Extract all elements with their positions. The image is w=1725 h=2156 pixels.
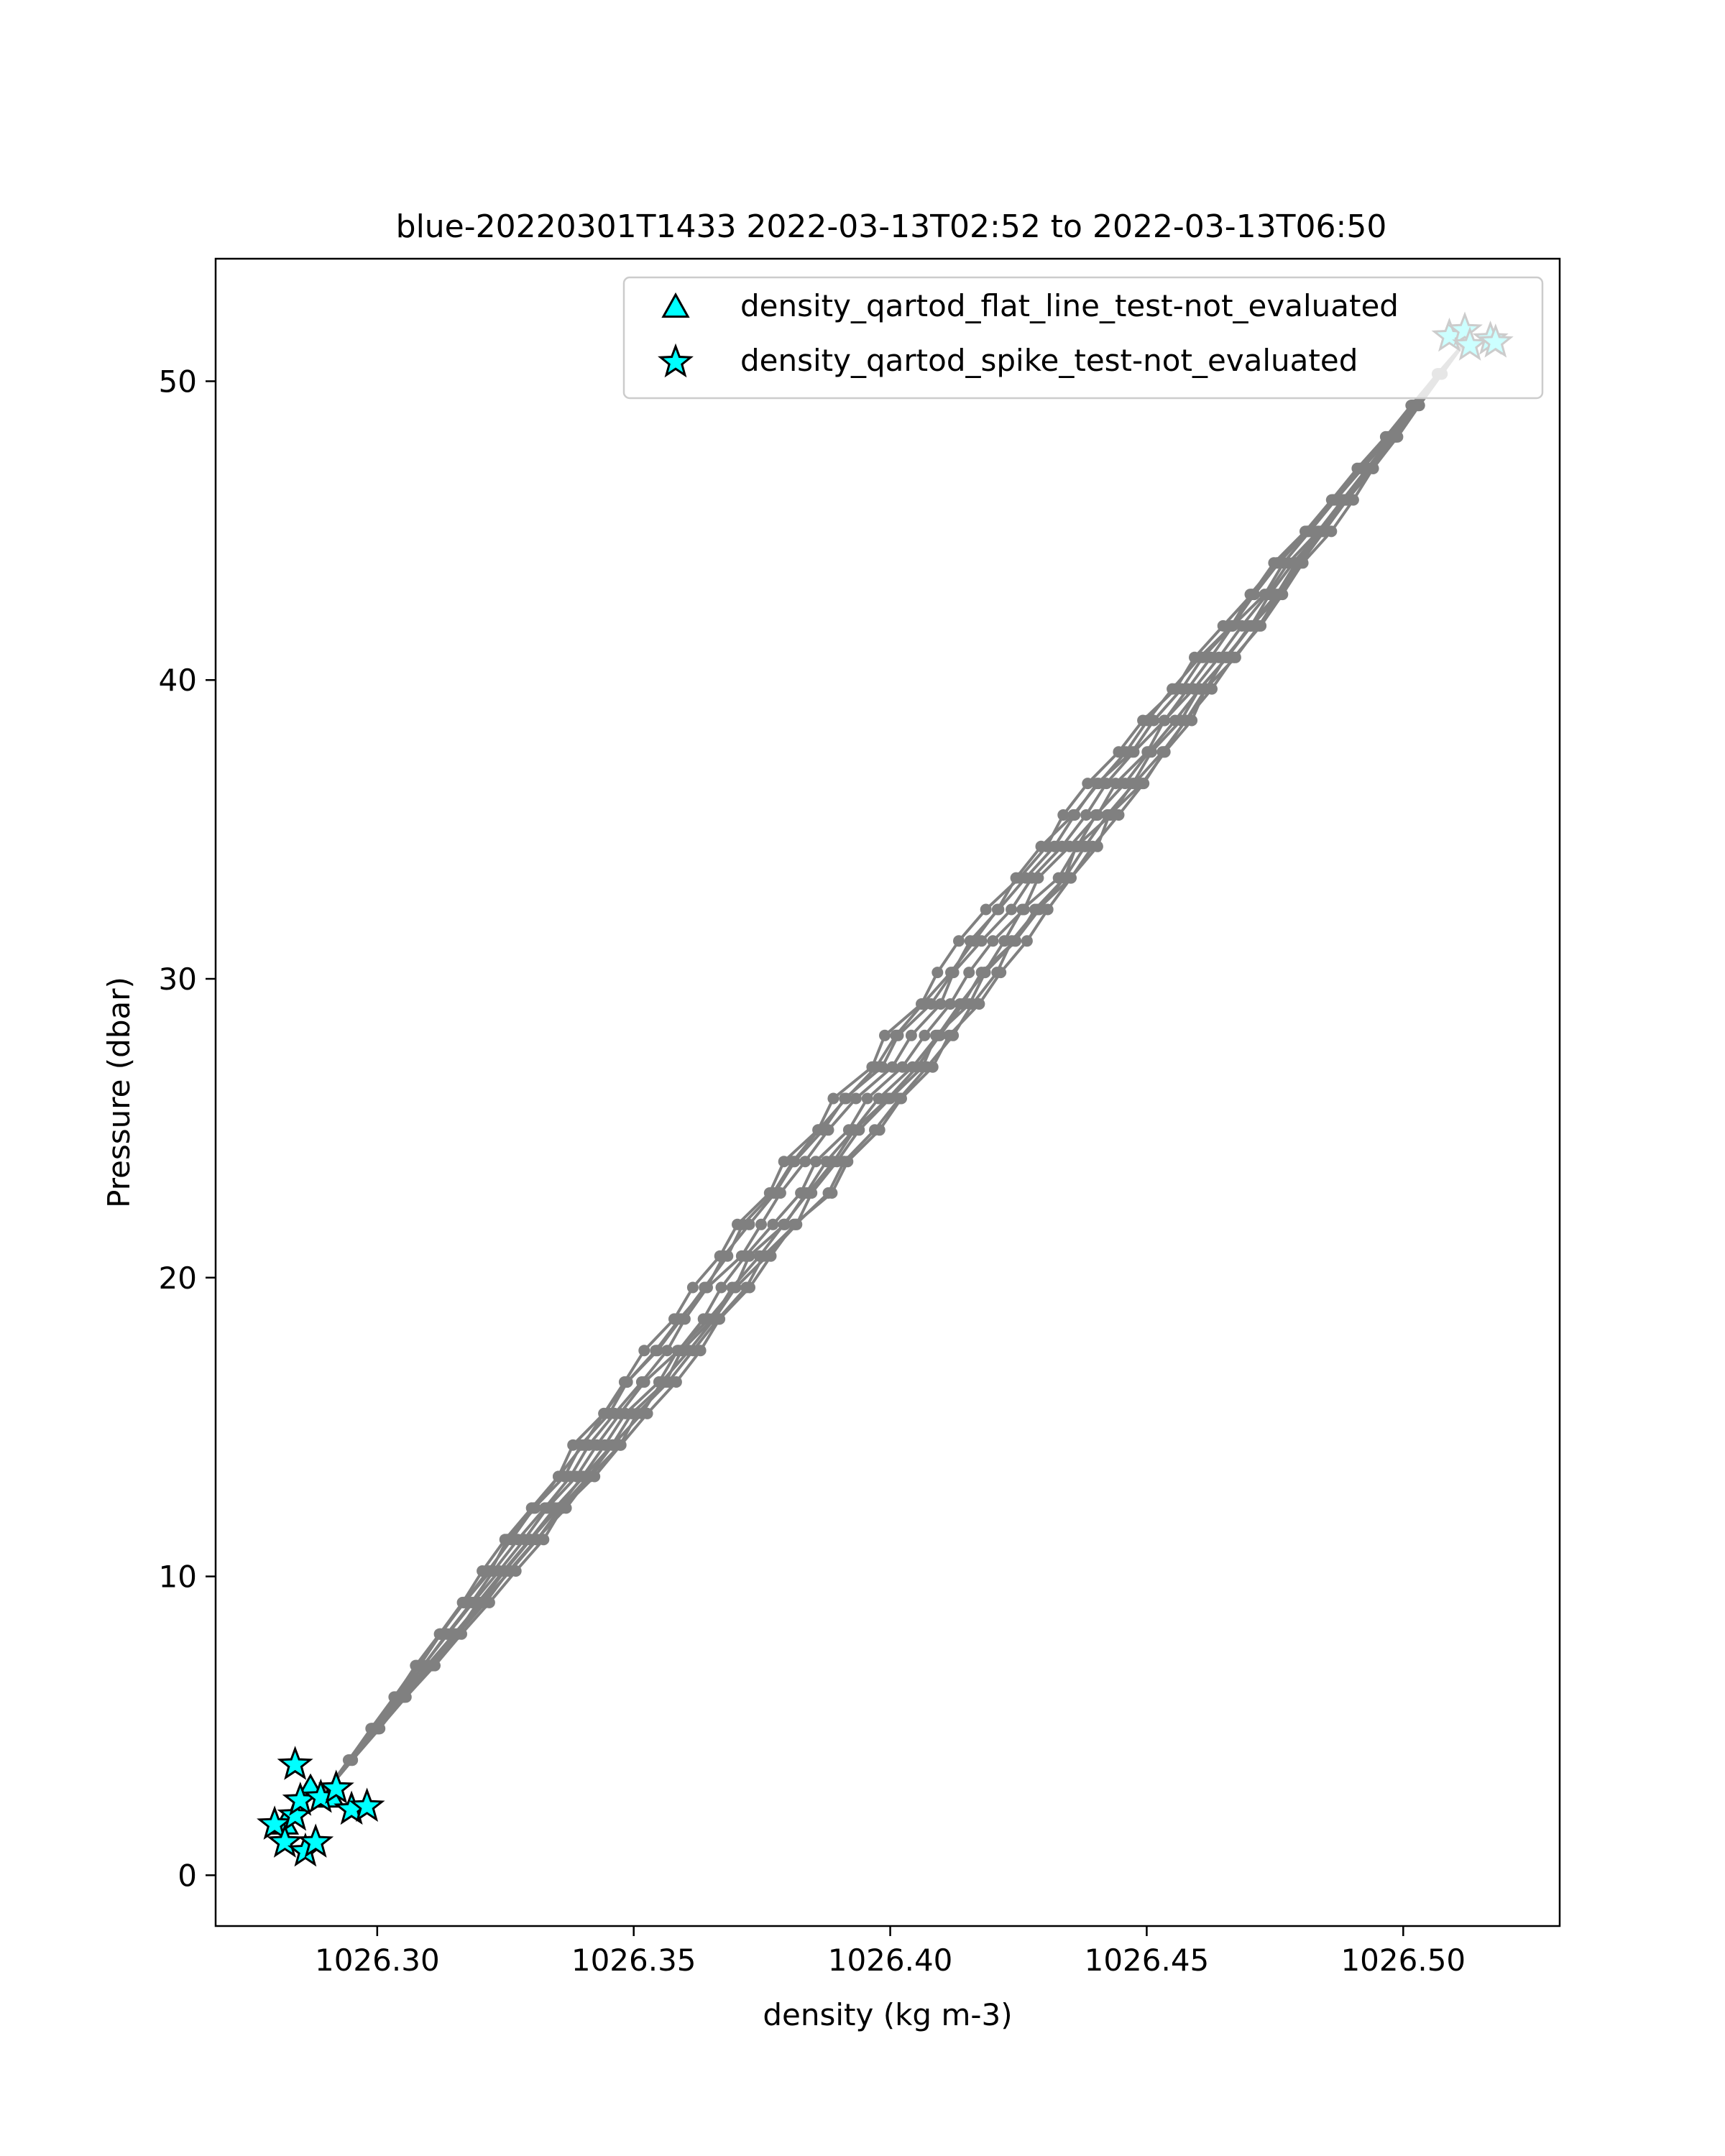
y-tick-label: 10: [158, 1559, 197, 1595]
profile-point: [452, 1628, 464, 1640]
profile-point: [676, 1313, 687, 1325]
profile-point: [1103, 809, 1115, 821]
profile-point: [639, 1376, 650, 1388]
profile-point: [828, 1156, 840, 1167]
profile-point: [1295, 557, 1307, 568]
profile-point: [932, 967, 943, 978]
profile-point: [1271, 557, 1283, 568]
profile-point: [1159, 746, 1171, 757]
profile-point: [1092, 841, 1103, 852]
profile-point: [1341, 494, 1353, 506]
profile-point: [530, 1502, 541, 1514]
profile-point: [1006, 904, 1017, 916]
profile-point: [716, 1282, 727, 1294]
profile-point: [839, 1156, 850, 1167]
profile-point: [767, 1219, 778, 1230]
profile-point: [1036, 841, 1047, 852]
profile-point: [823, 1187, 834, 1199]
x-tick-label: 1026.35: [571, 1943, 696, 1978]
profile-point: [906, 1030, 917, 1041]
profile-point: [727, 1282, 738, 1294]
profile-point: [485, 1565, 497, 1577]
y-tick-label: 30: [158, 962, 197, 998]
profile-point: [987, 935, 998, 946]
profile-point: [953, 935, 965, 946]
profile-point: [1328, 494, 1339, 506]
profile-point: [813, 1124, 824, 1135]
profile-point: [976, 967, 988, 978]
profile-point: [642, 1408, 653, 1419]
profile-point: [1200, 683, 1211, 695]
profile-point: [1021, 935, 1033, 946]
profile-point: [663, 1376, 674, 1388]
profile-point: [398, 1691, 410, 1703]
profile-point: [1186, 715, 1197, 727]
profile-point: [967, 998, 978, 1010]
profile-point: [434, 1628, 446, 1640]
profile-point: [1302, 525, 1313, 537]
profile-point: [459, 1597, 470, 1608]
y-tick-label: 20: [158, 1260, 197, 1296]
profile-point: [1390, 431, 1402, 443]
profile-point: [810, 1156, 822, 1167]
profile-point: [1011, 872, 1022, 884]
x-tick-label: 1026.40: [827, 1943, 953, 1978]
profile-point: [743, 1250, 755, 1262]
profile-point: [840, 1093, 852, 1105]
profile-point: [577, 1439, 589, 1451]
profile-point: [1225, 620, 1237, 632]
profile-point: [879, 1030, 891, 1041]
profile-point: [1368, 463, 1379, 474]
profile-point: [1159, 715, 1170, 727]
profile-point: [802, 1187, 814, 1199]
x-axis-label: density (kg m-3): [763, 1997, 1013, 2032]
profile-point: [911, 1061, 923, 1073]
profile-point: [1194, 652, 1205, 663]
profile-point: [346, 1754, 358, 1766]
profile-point: [1067, 809, 1079, 821]
profile-point: [598, 1408, 610, 1419]
profile-point: [530, 1534, 542, 1545]
profile-point: [1032, 872, 1044, 884]
legend: [624, 277, 1542, 398]
profile-point: [799, 1156, 811, 1167]
x-tick-label: 1026.45: [1084, 1943, 1210, 1978]
profile-point: [862, 1093, 873, 1105]
profile-point: [638, 1345, 650, 1356]
profile-point: [652, 1345, 663, 1356]
profile-point: [755, 1219, 767, 1230]
profile-point: [479, 1597, 491, 1608]
profile-point: [615, 1439, 626, 1451]
profile-point: [1167, 683, 1178, 695]
profile-point: [1070, 841, 1082, 852]
profile-point: [1142, 715, 1154, 727]
profile-point: [549, 1502, 561, 1514]
y-axis-label: Pressure (dbar): [101, 977, 137, 1208]
profile-point: [1032, 904, 1044, 916]
profile-point: [963, 967, 975, 978]
profile-point: [699, 1282, 710, 1294]
y-tick-label: 40: [158, 663, 197, 699]
profile-point: [722, 1250, 733, 1262]
profile-point: [561, 1502, 572, 1514]
profile-point: [584, 1471, 596, 1483]
profile-point: [502, 1534, 513, 1545]
profile-point: [890, 1030, 901, 1041]
profile-point: [687, 1345, 699, 1356]
profile-point: [1414, 400, 1425, 411]
profile-point: [503, 1565, 515, 1577]
profile-point: [991, 967, 1003, 978]
profile-point: [921, 1061, 933, 1073]
profile-point: [1016, 904, 1028, 916]
y-tick-label: 0: [178, 1858, 197, 1894]
y-tick-label: 50: [158, 364, 197, 400]
profile-point: [980, 904, 992, 916]
profile-point: [553, 1471, 564, 1483]
x-tick-label: 1026.50: [1340, 1943, 1466, 1978]
profile-point: [1092, 778, 1104, 789]
profile-point: [1121, 746, 1132, 757]
profile-point: [374, 1723, 385, 1734]
profile-point: [631, 1408, 643, 1419]
profile-point: [1136, 778, 1148, 789]
profile-point: [758, 1250, 769, 1262]
profile-point: [947, 1030, 959, 1041]
profile-point: [1254, 620, 1265, 632]
profile-point: [992, 904, 1003, 916]
profile-point: [712, 1313, 724, 1325]
x-tick-label: 1026.30: [314, 1943, 440, 1978]
profile-point: [894, 1093, 906, 1105]
profile-point: [622, 1376, 633, 1388]
profile-point: [737, 1219, 749, 1230]
profile-point: [787, 1156, 799, 1167]
profile-point: [968, 935, 980, 946]
profile-point: [1090, 809, 1102, 821]
profile-point: [676, 1345, 687, 1356]
legend-label-flat-line-test: density_qartod_flat_line_test-not_evaluated: [740, 288, 1399, 323]
profile-point: [740, 1282, 752, 1294]
profile-point: [1230, 652, 1241, 663]
profile-point: [945, 967, 957, 978]
profile-point: [687, 1282, 699, 1294]
profile-point: [849, 1124, 860, 1135]
profile-point: [790, 1219, 801, 1230]
profile-point: [768, 1187, 779, 1199]
chart-title: blue-20220301T1433 2022-03-13T02:52 to 2022-03-13T06:50: [395, 208, 1387, 245]
profile-point: [778, 1219, 789, 1230]
legend-label-spike-test: density_qartod_spike_test-not_evaluated: [740, 343, 1358, 378]
profile-point: [427, 1660, 438, 1672]
profile-point: [1175, 715, 1187, 727]
profile-point: [1146, 746, 1157, 757]
profile-point: [1318, 525, 1330, 537]
profile-point: [411, 1660, 423, 1672]
profile-point: [1274, 589, 1285, 600]
profile-point: [934, 1030, 946, 1041]
profile-point: [869, 1124, 880, 1135]
profile-point: [827, 1093, 839, 1105]
profile-point: [1065, 872, 1077, 884]
profile-point: [1245, 589, 1256, 600]
profile-point: [1006, 935, 1018, 946]
profile-point: [870, 1061, 882, 1073]
profile-point: [917, 998, 929, 1010]
profile-point: [883, 1093, 894, 1105]
profile-point: [919, 1030, 930, 1041]
